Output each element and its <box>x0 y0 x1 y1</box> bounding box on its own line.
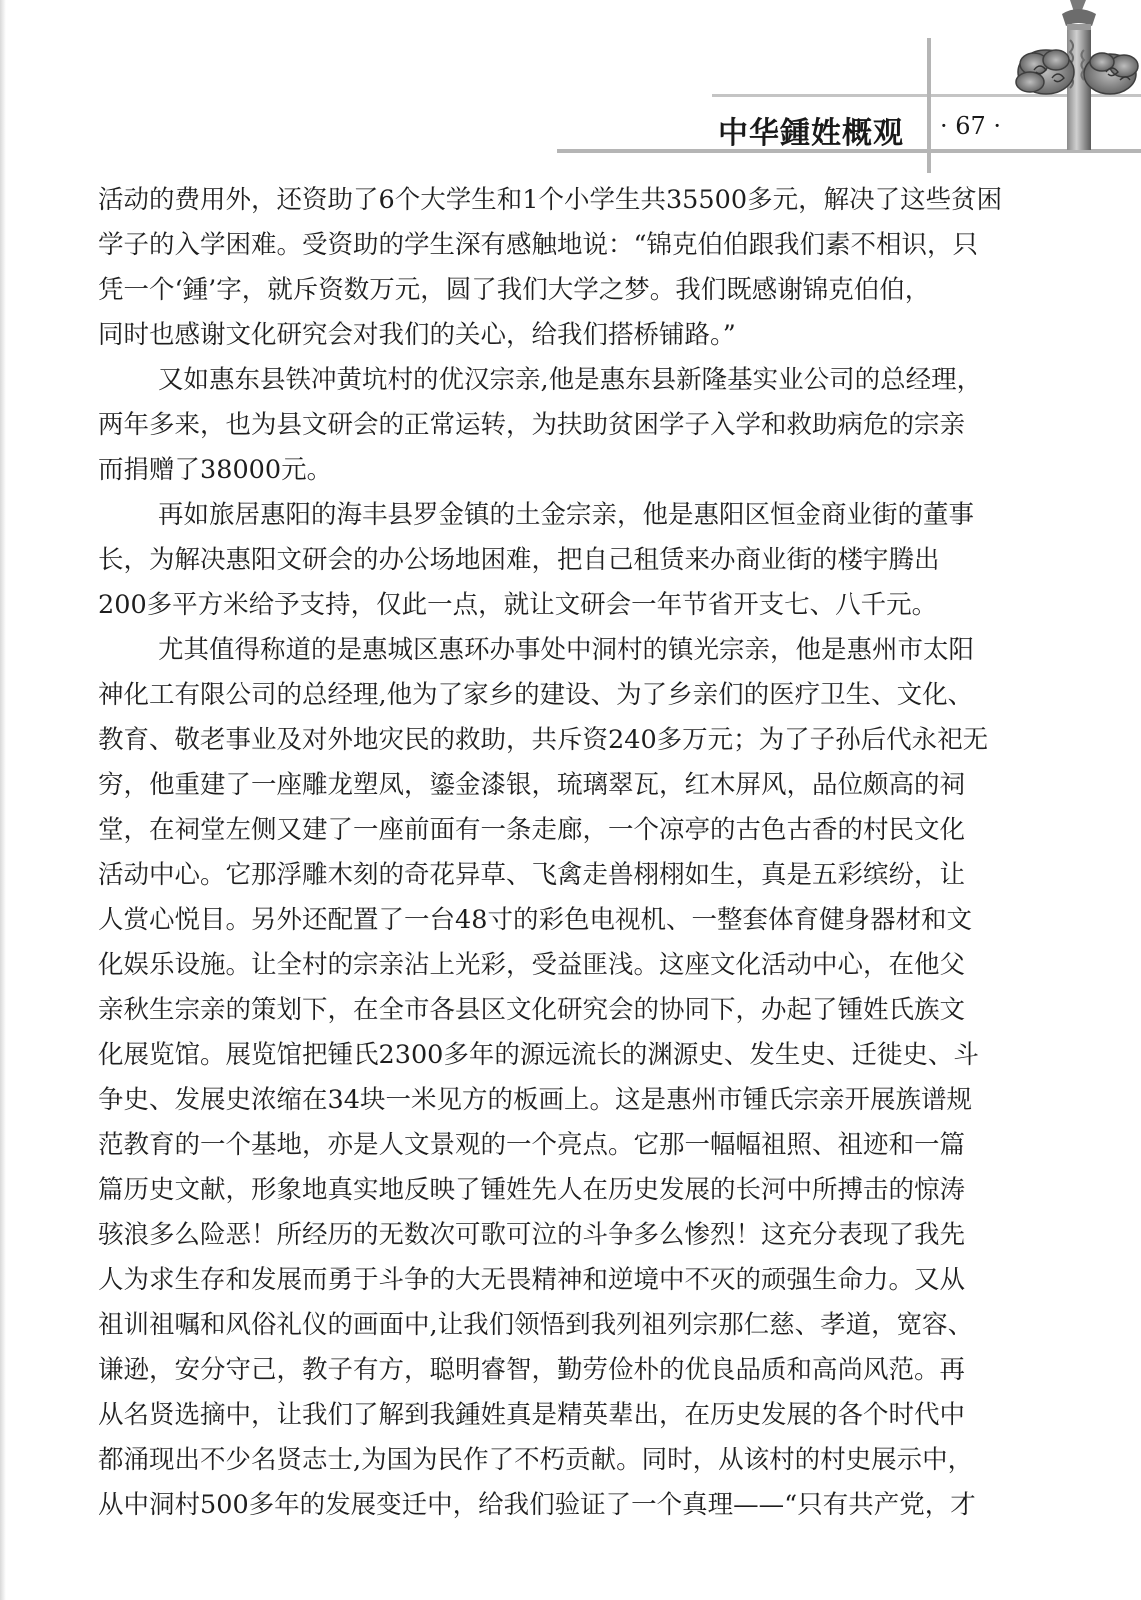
text-line: 教育、敬老事业及对外地灾民的救助，共斥资240多万元；为了子孙后代永祀无 <box>98 725 989 755</box>
page-edge <box>0 0 6 1600</box>
text-line: 活动的费用外，还资助了6个大学生和1个小学生共35500多元，解决了这些贫困 <box>98 185 1003 215</box>
text-line: 谦逊，安分守己，教子有方，聪明睿智，勤劳俭朴的优良品质和高尚风范。再 <box>98 1355 966 1385</box>
header-divider <box>927 38 931 173</box>
text-line: 穷，他重建了一座雕龙塑凤，鎏金漆银，琉璃翠瓦，红木屏风，品位颇高的祠 <box>98 770 966 800</box>
text-line: 活动中心。它那浮雕木刻的奇花异草、飞禽走兽栩栩如生，真是五彩缤纷，让 <box>98 860 966 890</box>
text-line: 骇浪多么险恶！所经历的无数次可歌可泣的斗争多么惨烈！这充分表现了我先 <box>98 1220 966 1250</box>
text-line: 化娱乐设施。让全村的宗亲沾上光彩，受益匪浅。这座文化活动中心，在他父 <box>98 950 966 980</box>
text-line: 争史、发展史浓缩在34块一米见方的板画上。这是惠州市锺氏宗亲开展族谱规 <box>98 1085 972 1115</box>
text-line: 凭一个‘鍾’字，就斥资数万元，圆了我们大学之梦。我们既感谢锦克伯伯， <box>98 275 931 305</box>
text-line: 都涌现出不少名贤志士,为国为民作了不朽贡献。同时，从该村的村史展示中， <box>98 1445 974 1475</box>
text-line: 学子的入学困难。受资助的学生深有感触地说：“锦克伯伯跟我们素不相识，只 <box>98 230 979 260</box>
text-line: 堂，在祠堂左侧又建了一座前面有一条走廊，一个凉亭的古色古香的村民文化 <box>98 815 966 845</box>
text-line: 从中洞村500多年的发展变迁中，给我们验证了一个真理——“只有共产党，才 <box>98 1490 976 1520</box>
text-line: 两年多来，也为县文研会的正常运转，为扶助贫困学子入学和救助病危的宗亲 <box>98 410 966 440</box>
text-line: 长，为解决惠阳文研会的办公场地困难，把自己租赁来办商业街的楼宇腾出 <box>98 545 940 575</box>
running-head-title: 中华鍾姓概观 <box>718 116 904 151</box>
text-line: 篇历史文献，形象地真实地反映了锺姓先人在历史发展的长河中所搏击的惊涛 <box>98 1175 966 1205</box>
text-line: 亲秋生宗亲的策划下，在全市各县区文化研究会的协同下，办起了锺姓氏族文 <box>98 995 966 1025</box>
text-line: 又如惠东县铁冲黄坑村的优汉宗亲,他是惠东县新隆基实业公司的总经理， <box>158 365 983 395</box>
body-text <box>98 178 1058 1528</box>
text-line: 祖训祖嘱和风俗礼仪的画面中,让我们领悟到我列祖列宗那仁慈、孝道，宽容、 <box>98 1310 974 1340</box>
text-line: 从名贤选摘中，让我们了解到我鍾姓真是精英辈出，在历史发展的各个时代中 <box>98 1400 966 1430</box>
text-line: 人为求生存和发展而勇于斗争的大无畏精神和逆境中不灭的顽强生命力。又从 <box>98 1265 966 1295</box>
text-line: 神化工有限公司的总经理,他为了家乡的建设、为了乡亲们的医疗卫生、文化、 <box>98 680 974 710</box>
text-line: 人赏心悦目。另外还配置了一台48寸的彩色电视机、一整套体育健身器材和文 <box>98 905 972 935</box>
huabiao-pillar-icon <box>1012 0 1141 150</box>
text-line: 尤其值得称道的是惠城区惠环办事处中洞村的镇光宗亲，他是惠州市太阳 <box>158 635 975 665</box>
text-line: 再如旅居惠阳的海丰县罗金镇的土金宗亲，他是惠阳区恒金商业街的董事 <box>158 500 975 530</box>
page-number: · 67 · <box>940 112 1002 140</box>
text-line: 范教育的一个基地，亦是人文景观的一个亮点。它那一幅幅祖照、祖迹和一篇 <box>98 1130 966 1160</box>
text-line: 化展览馆。展览馆把锺氏2300多年的源远流长的渊源史、发生史、迁徙史、斗 <box>98 1040 979 1070</box>
text-line: 200多平方米给予支持，仅此一点，就让文研会一年节省开支七、八千元。 <box>98 590 938 620</box>
text-line: 同时也感谢文化研究会对我们的关心，给我们搭桥铺路。” <box>98 320 736 350</box>
text-line: 而捐赠了38000元。 <box>98 455 333 485</box>
